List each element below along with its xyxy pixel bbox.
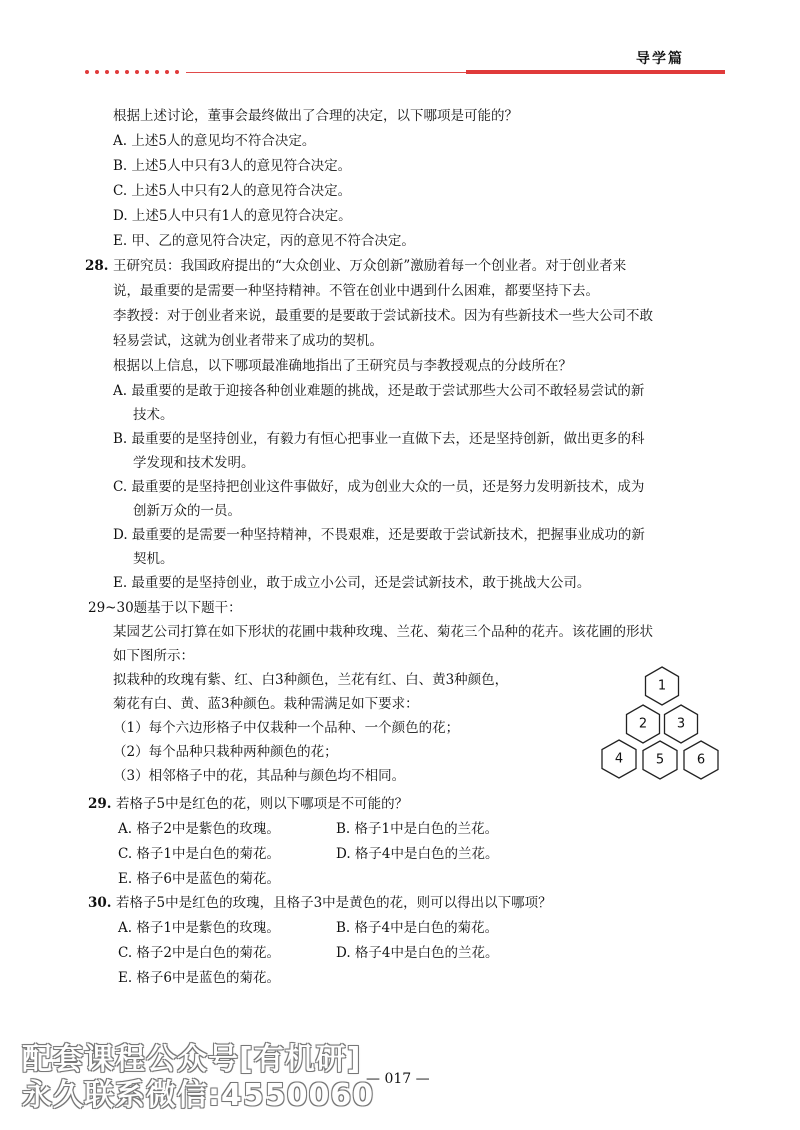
q29-option-a: A. 格子2中是紫色的玫瑰。 bbox=[118, 821, 280, 837]
q29-option-d: D. 格子4中是白色的兰花。 bbox=[336, 846, 499, 862]
intro-option-b: B. 上述5人中只有3人的意见符合决定。 bbox=[113, 158, 352, 174]
header-dots-decoration bbox=[85, 70, 179, 74]
q28-number: 28. bbox=[85, 258, 109, 274]
intro-question: 根据上述讨论，董事会最终做出了合理的决定，以下哪项是可能的？ bbox=[113, 108, 518, 124]
q29-30-heading: 29~30题基于以下题干： bbox=[88, 600, 242, 616]
q30-option-b: B. 格子4中是白色的菊花。 bbox=[336, 920, 499, 936]
intro-option-c: C. 上述5人中只有2人的意见符合决定。 bbox=[113, 183, 352, 199]
intro-option-d: D. 上述5人中只有1人的意见符合决定。 bbox=[113, 208, 352, 224]
q28-option-c-cont: 创新万众的一员。 bbox=[133, 503, 241, 519]
hex-label-1: 1 bbox=[657, 678, 667, 694]
watermark-line-1: 配套课程公众号[有机研] bbox=[22, 1042, 362, 1077]
q30-option-d: D. 格子4中是白色的兰花。 bbox=[336, 945, 499, 961]
hex-label-2: 2 bbox=[638, 716, 648, 732]
q28-option-e: E. 最重要的是坚持创业，敢于成立小公司，还是尝试新技术，敢于挑战大公司。 bbox=[113, 575, 591, 591]
intro-option-a: A. 上述5人的意见均不符合决定。 bbox=[113, 133, 316, 149]
header-divider-thick bbox=[466, 70, 725, 74]
q30-option-e: E. 格子6中是蓝色的菊花。 bbox=[118, 970, 281, 986]
q28-text-line: 说，最重要的是需要一种坚持精神。不管在创业中遇到什么困难，都要坚持下去。 bbox=[113, 283, 599, 299]
q29-30-rule-3: （3）相邻格子中的花，其品种与颜色均不相同。 bbox=[113, 768, 406, 784]
hex-label-6: 6 bbox=[696, 752, 706, 768]
q29-option-b: B. 格子1中是白色的兰花。 bbox=[336, 821, 499, 837]
hex-label-3: 3 bbox=[676, 716, 686, 732]
q30-number: 30. bbox=[88, 895, 112, 911]
q28-text-line: 轻易尝试，这就为创业者带来了成功的契机。 bbox=[113, 333, 383, 349]
q28-option-b-cont: 学发现和技术发明。 bbox=[133, 455, 255, 471]
q28-option-b: B. 最重要的是坚持创业，有毅力有恒心把事业一直做下去，还是坚持创新，做出更多的科 bbox=[113, 431, 645, 447]
q29-option-c: C. 格子1中是白色的菊花。 bbox=[118, 846, 281, 862]
q29-30-stem-line: 某园艺公司打算在如下形状的花圃中栽种玫瑰、兰花、菊花三个品种的花卉。该花圃的形状 bbox=[113, 624, 653, 640]
q29-30-stem-line: 拟栽种的玫瑰有紫、红、白3种颜色，兰花有红、白、黄3种颜色， bbox=[113, 672, 509, 688]
page-number: — 017 — bbox=[366, 1071, 430, 1087]
q28-option-c: C. 最重要的是坚持把创业这件事做好，成为创业大众的一员，还是努力发明新技术，成为 bbox=[113, 479, 645, 495]
hex-label-4: 4 bbox=[614, 751, 624, 767]
q28-option-d-cont: 契机。 bbox=[133, 551, 174, 567]
watermark-line-2: 永久联系微信:4550060 bbox=[22, 1078, 375, 1113]
q28-option-a-cont: 技术。 bbox=[133, 407, 174, 423]
intro-option-e: E. 甲、乙的意见符合决定，丙的意见不符合决定。 bbox=[113, 233, 415, 249]
header-divider-thin bbox=[186, 72, 466, 73]
q29-number: 29. bbox=[88, 796, 112, 812]
q29-30-stem-line: 如下图所示： bbox=[113, 648, 194, 664]
hex-label-5: 5 bbox=[655, 752, 665, 768]
q29-30-stem-line: 菊花有白、黄、蓝3种颜色。栽种需满足如下要求： bbox=[113, 696, 419, 712]
q28-option-d: D. 最重要的是需要一种坚持精神，不畏艰难，还是要敢于尝试新技术，把握事业成功的新 bbox=[113, 527, 645, 543]
q28-text-line: 李教授：对于创业者来说，最重要的是要敢于尝试新技术。因为有些新技术一些大公司不敢 bbox=[113, 308, 653, 324]
hexagon-garden-diagram bbox=[595, 662, 729, 792]
q28-text-line: 王研究员：我国政府提出的“大众创业、万众创新”激励着每一个创业者。对于创业者来 bbox=[113, 258, 627, 274]
q29-option-e: E. 格子6中是蓝色的菊花。 bbox=[118, 871, 281, 887]
q30-question: 若格子5中是红色的玫瑰，且格子3中是黄色的花，则可以得出以下哪项？ bbox=[116, 895, 552, 911]
q30-option-a: A. 格子1中是紫色的玫瑰。 bbox=[118, 920, 280, 936]
q28-option-a: A. 最重要的是敢于迎接各种创业难题的挑战，还是敢于尝试那些大公司不敢轻易尝试的新 bbox=[113, 383, 645, 399]
q29-30-rule-1: （1）每个六边形格子中仅栽种一个品种、一个颜色的花； bbox=[113, 720, 460, 736]
q29-question: 若格子5中是红色的花，则以下哪项是不可能的？ bbox=[116, 796, 409, 812]
q28-question: 根据以上信息，以下哪项最准确地指出了王研究员与李教授观点的分歧所在？ bbox=[113, 358, 572, 374]
q30-option-c: C. 格子2中是白色的菊花。 bbox=[118, 945, 281, 961]
section-title: 导学篇 bbox=[636, 51, 684, 67]
q29-30-rule-2: （2）每个品种只栽种两种颜色的花； bbox=[113, 744, 338, 760]
